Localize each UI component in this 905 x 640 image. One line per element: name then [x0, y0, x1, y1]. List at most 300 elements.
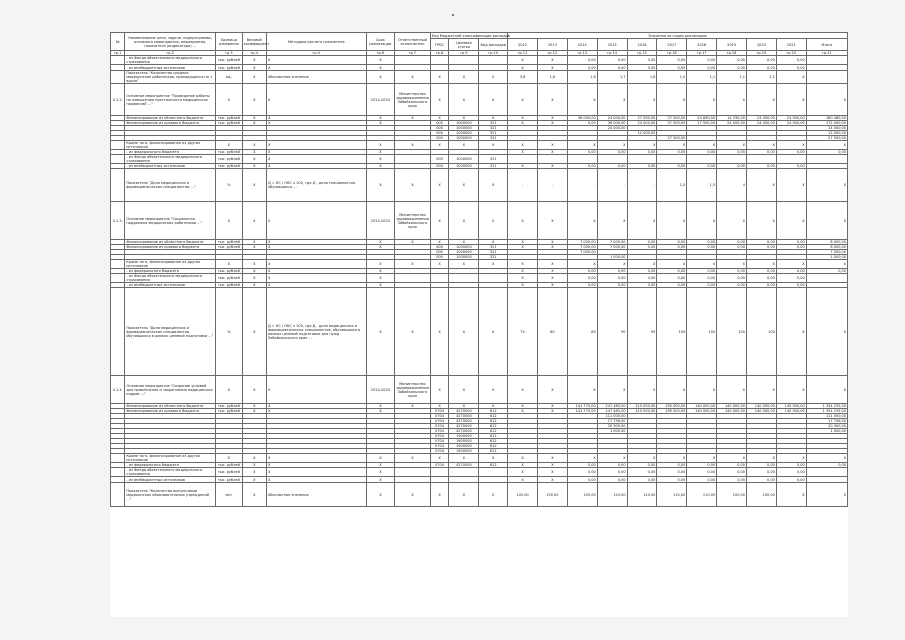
table-cell: 0,00 [717, 463, 747, 468]
table-cell: 95 [627, 288, 657, 376]
header-colnum: гр.5 [266, 51, 366, 56]
table-cell: 0,00 [627, 150, 657, 155]
table-cell: X [366, 463, 395, 468]
table-cell: 0,00 [657, 463, 687, 468]
table-cell: X [776, 260, 806, 269]
table-cell [508, 155, 538, 164]
table-cell [537, 155, 567, 164]
table-cell: X [537, 164, 567, 169]
table-cell: 1 000,00 [806, 255, 847, 260]
table-cell: X [746, 141, 776, 150]
table-cell: 140 000,00 [717, 404, 747, 409]
table-cell: Финансирование из краевого бюджета [125, 409, 216, 414]
table-cell: X [806, 84, 847, 116]
table-cell: X [242, 274, 266, 283]
header-colnum: гр.20 [776, 51, 806, 56]
table-cell: X [567, 260, 597, 269]
table-cell: X [242, 65, 266, 71]
table-cell: - из Фонда обязательного медицинского страхования [125, 155, 216, 164]
table-cell: X [366, 404, 395, 409]
table-cell: 4270000 [449, 414, 479, 419]
table-cell: 0,00 [597, 56, 627, 65]
table-cell: X [216, 376, 243, 404]
table-cell: X [266, 240, 366, 245]
table-cell: X [449, 169, 479, 202]
table-cell: 0,00 [717, 150, 747, 155]
table-cell: 1 000,00 [597, 429, 627, 434]
table-cell: X [687, 141, 717, 150]
table-cell: X [537, 202, 567, 240]
table-cell: X [266, 245, 366, 250]
table-cell: 0,00 [717, 65, 747, 71]
table-cell [806, 468, 847, 477]
table-cell: 0,00 [657, 164, 687, 169]
table-cell: - из Фонда обязательного медицинского страхования [125, 468, 216, 477]
table-cell: 0,00 [746, 245, 776, 250]
header-method: Методика расчета показателя [266, 33, 366, 51]
table-cell: 24 000,00 [746, 116, 776, 121]
table-cell: X [366, 283, 395, 288]
header-year: 2021 [776, 39, 806, 51]
table-cell: X [687, 84, 717, 116]
table-cell: 0,00 [687, 283, 717, 288]
table-cell: % [216, 169, 243, 202]
table-cell: 0,00 [776, 468, 806, 477]
table-cell: X [479, 141, 508, 150]
table-cell: X [508, 141, 538, 150]
table-cell: 0,00 [567, 121, 597, 126]
table-cell: X [479, 288, 508, 376]
table-cell: 150,00 [537, 483, 567, 507]
table-cell: X [449, 260, 479, 269]
table-cell: 321 [479, 121, 508, 126]
table-cell: 140 000,00 [687, 404, 717, 409]
table-cell: 1 000,00 [597, 255, 627, 260]
table-cell: - из внебюджетных источников [125, 65, 216, 71]
table-cell: X [479, 71, 508, 84]
table-cell: 155,00 [567, 483, 597, 507]
table-header [111, 33, 848, 56]
table-cell: 0,00 [597, 150, 627, 155]
table-cell: 000 [430, 126, 449, 131]
table-cell [479, 468, 508, 477]
table-cell: 1000000 [449, 245, 479, 250]
table-cell: 100 [746, 288, 776, 376]
table-cell: тыс. рублей [216, 477, 243, 483]
table-cell: ед. [216, 71, 243, 84]
table-cell: X [537, 121, 567, 126]
table-cell: Финансирование из областного бюджета [125, 116, 216, 121]
table-cell: 000 [430, 245, 449, 250]
table-row [111, 71, 848, 84]
table-cell: 0,00 [627, 283, 657, 288]
table-cell: X [366, 150, 395, 155]
table-cell: - из федерального бюджета [125, 463, 216, 468]
header-year: 2013 [537, 39, 567, 51]
table-cell: X [266, 116, 366, 121]
table-cell: Абсолютное значение [266, 483, 366, 507]
table-cell: 0,00 [567, 283, 597, 288]
table-cell: 0,00 [776, 269, 806, 274]
table-cell: 4.1.2. [111, 84, 125, 116]
table-cell: X [266, 269, 366, 274]
table-cell: X [746, 260, 776, 269]
table-row [111, 260, 848, 269]
table-row [111, 84, 848, 116]
table-cell [111, 56, 125, 65]
table-cell: 000 [430, 164, 449, 169]
table-cell: X [242, 141, 266, 150]
table-cell: X [242, 240, 266, 245]
table-cell: X [687, 202, 717, 240]
table-cell: X [806, 169, 847, 202]
table-cell: X [567, 202, 597, 240]
header-colnum: гр.8 [430, 51, 449, 56]
table-cell: X [508, 116, 538, 121]
table-cell: 8 000,00 [806, 240, 847, 245]
table-cell [111, 155, 125, 164]
table-cell: X [508, 376, 538, 404]
table-cell: 000 [430, 155, 449, 164]
table-cell: X [597, 376, 627, 404]
table-cell: X [776, 454, 806, 463]
table-cell: - из внебюджетных источников [125, 283, 216, 288]
table-cell: X [430, 260, 449, 269]
table-cell: X [537, 404, 567, 409]
table-cell: X [430, 84, 449, 116]
table-cell: 321 [479, 155, 508, 164]
table-cell: X [242, 155, 266, 164]
table-cell: 0,00 [687, 65, 717, 71]
table-cell [449, 468, 479, 477]
table-cell: 247 465,00 [597, 409, 627, 414]
table-row [111, 202, 848, 240]
table-cell: 612 [479, 419, 508, 424]
table-cell: X [366, 116, 395, 121]
table-cell: 1000000 [449, 250, 479, 255]
table-cell: 000 [430, 250, 449, 255]
header-year: 2016 [627, 39, 657, 51]
table-cell: 000 [430, 131, 449, 136]
header-colnum: гр.14 [597, 51, 627, 56]
table-cell: - [537, 169, 567, 202]
table-cell: 1000000 [449, 131, 479, 136]
table-cell: 0,00 [717, 240, 747, 245]
table-cell: X [216, 84, 243, 116]
table-cell: X [266, 121, 366, 126]
table-cell: 0,00 [776, 240, 806, 245]
table-cell: Абсолютное значение [266, 71, 366, 84]
table-cell: - [508, 169, 538, 202]
table-cell: 0,00 [657, 245, 687, 250]
table-cell: Министерство здравоохранения Забайкальского края [395, 202, 430, 240]
table-cell: 0,00 [687, 274, 717, 283]
table-cell: 0,00 [627, 240, 657, 245]
table-cell: X [366, 477, 395, 483]
table-cell: 36 000,00 [597, 121, 627, 126]
table-cell: X [266, 274, 366, 283]
table-cell: 0704 [430, 463, 449, 468]
table-cell: 17 756,00 [806, 419, 847, 424]
table-cell: X [242, 150, 266, 155]
table-cell: X [395, 404, 430, 409]
table-cell: X [537, 65, 567, 71]
table-cell: 190 000,00 [657, 404, 687, 409]
table-cell [479, 56, 508, 65]
table-cell: 1900000 [449, 434, 479, 439]
table-cell: 000 [430, 121, 449, 126]
table-cell: X [430, 404, 449, 409]
table-row [111, 483, 848, 507]
table-cell: 0,00 [597, 468, 627, 477]
table-cell: 1900000 [449, 439, 479, 444]
table-cell: X [242, 164, 266, 169]
table-cell: X [430, 483, 449, 507]
table-cell: X [657, 454, 687, 463]
table-cell: X [216, 141, 243, 150]
table-cell: X [537, 376, 567, 404]
table-cell: X [508, 164, 538, 169]
table-cell [111, 274, 125, 283]
table-cell: X [717, 376, 747, 404]
table-cell: X [746, 376, 776, 404]
table-cell: X [508, 463, 538, 468]
table-cell: X [242, 121, 266, 126]
header-executor: Ответственный исполнитель [395, 33, 430, 51]
table-cell: X [508, 121, 538, 126]
header-year: 2020 [746, 39, 776, 51]
table-row [111, 155, 848, 164]
table-cell: 1 354 235,00 [806, 404, 847, 409]
table-cell: X [537, 283, 567, 288]
table-cell: 1000000 [449, 155, 479, 164]
table-cell: 000 [430, 136, 449, 141]
table-row [111, 454, 848, 463]
table-cell: 140 000,00 [746, 404, 776, 409]
table-cell: 321 [479, 164, 508, 169]
table-cell: 1,1 [746, 71, 776, 84]
table-cell: X [746, 169, 776, 202]
table-cell: 0,00 [597, 164, 627, 169]
table-cell: 0,00 [687, 164, 717, 169]
table-cell: X [479, 169, 508, 202]
table-cell: 85 [567, 288, 597, 376]
table-cell: X [537, 245, 567, 250]
table-cell: 4 [717, 169, 747, 202]
table-cell: 0,00 [746, 274, 776, 283]
table-cell: 7 000,00 [806, 250, 847, 255]
table-cell: Д = КС / ОКС x 100, где Д - доля специалистов, обучавшихся ... [266, 169, 366, 202]
table-cell: 0,00 [776, 164, 806, 169]
table-cell: 24 690,00 [687, 116, 717, 121]
header-year: 2018 [687, 39, 717, 51]
table-cell: 1,8 [627, 71, 657, 84]
table-body [111, 56, 848, 507]
table-cell: 0704 [430, 414, 449, 419]
table-cell: - [627, 169, 657, 202]
table-cell: 120,00 [627, 483, 657, 507]
table-cell: 0,00 [776, 477, 806, 483]
table-cell: 8 000,00 [806, 245, 847, 250]
table-cell: X [567, 454, 597, 463]
data-table [110, 32, 848, 507]
table-cell [717, 155, 747, 164]
table-cell [111, 468, 125, 477]
table-cell: X [479, 116, 508, 121]
table-cell: 0,00 [567, 164, 597, 169]
table-cell: 1,6 [537, 71, 567, 84]
page-dot [452, 14, 454, 16]
table-cell: 0704 [430, 429, 449, 434]
table-cell: X [266, 56, 366, 65]
table-cell: 0,00 [657, 274, 687, 283]
table-cell: 36 000,00 [567, 116, 597, 121]
table-cell: Кроме того, финансирование из других источников [125, 141, 216, 150]
table-cell [806, 155, 847, 164]
header-kbk-sub: ГРБС [430, 39, 449, 51]
header-colnum: гр.10 [479, 51, 508, 56]
table-cell [657, 155, 687, 164]
header-values: Значения по годам реализации [508, 33, 848, 39]
table-cell: 612 [479, 409, 508, 414]
table-cell: 0,00 [746, 463, 776, 468]
table-cell: X [366, 164, 395, 169]
table-cell: X [266, 283, 366, 288]
header-no: № [111, 33, 125, 51]
table-cell: X [508, 202, 538, 240]
table-row [111, 274, 848, 283]
header-colnum: гр.9 [449, 51, 479, 56]
table-cell: Основное мероприятие "Социальная поддержка медицинских работников ..." [125, 202, 216, 240]
table-cell: 321 [479, 131, 508, 136]
header-colnum: гр.19 [746, 51, 776, 56]
table-cell: X [366, 274, 395, 283]
table-cell: 0,00 [776, 150, 806, 155]
table-cell: X [508, 477, 538, 483]
table-cell: X [776, 169, 806, 202]
table-cell: X [242, 468, 266, 477]
table-cell: X [449, 404, 479, 409]
table-cell [395, 468, 430, 477]
table-cell: 24 000,00 [806, 126, 847, 131]
table-cell: X [242, 71, 266, 84]
table-cell: 321 [479, 250, 508, 255]
table-cell: 0,00 [806, 269, 847, 274]
table-cell: X [430, 240, 449, 245]
table-cell: X [242, 269, 266, 274]
table-cell: тыс. рублей [216, 164, 243, 169]
table-row [111, 141, 848, 150]
header-kbk-sub: Целевая статья [449, 39, 479, 51]
table-cell: 0,00 [687, 477, 717, 483]
header-colnum: гр.4 [242, 51, 266, 56]
table-cell: X [366, 169, 395, 202]
table-cell: 612 [479, 424, 508, 429]
table-cell: X [430, 288, 449, 376]
table-cell: X [717, 84, 747, 116]
table-cell: 0704 [430, 419, 449, 424]
table-cell: X [242, 454, 266, 463]
table-cell: X [242, 483, 266, 507]
table-cell: X [806, 376, 847, 404]
table-cell: 27 500,00 [657, 116, 687, 121]
table-cell: X [366, 260, 395, 269]
table-cell: X [479, 404, 508, 409]
table-cell: X [242, 116, 266, 121]
table-cell: 0,00 [567, 477, 597, 483]
table-cell: X [366, 409, 395, 414]
table-cell: 0,00 [687, 468, 717, 477]
table-cell [430, 56, 449, 65]
table-cell: чел. [216, 483, 243, 507]
table-cell: 0704 [430, 434, 449, 439]
table-cell: 1000000 [449, 164, 479, 169]
table-cell: X [266, 404, 366, 409]
table-cell: X [537, 468, 567, 477]
table-cell: 0,00 [806, 150, 847, 155]
table-cell: 110,00 [657, 483, 687, 507]
table-cell: 100 [717, 288, 747, 376]
table-cell: X [479, 84, 508, 116]
table-cell: 3,6 [508, 71, 538, 84]
table-cell: тыс. рублей [216, 56, 243, 65]
table-cell: 180 480,00 [806, 116, 847, 121]
table-cell: 14 330,00 [717, 116, 747, 121]
table-cell: 1000000 [449, 121, 479, 126]
header-kbk: Код бюджетной классификации расходов [431, 33, 510, 38]
table-cell: 100 [687, 288, 717, 376]
table-cell: X [430, 71, 449, 84]
table-cell: X [266, 454, 366, 463]
table-cell: 321 [479, 255, 508, 260]
table-cell: тыс. рублей [216, 150, 243, 155]
table-cell: X [657, 260, 687, 269]
table-cell: X [449, 288, 479, 376]
header-year: 2015 [597, 39, 627, 51]
table-cell: 0,00 [687, 56, 717, 65]
table-cell [395, 274, 430, 283]
table-cell: 0,00 [687, 240, 717, 245]
table-cell: X [508, 283, 538, 288]
table-cell: 215 000,00 [627, 409, 657, 414]
table-cell: 0,00 [717, 56, 747, 65]
table-cell: тыс. рублей [216, 245, 243, 250]
table-cell: X [266, 84, 366, 116]
table-cell: 0,00 [657, 477, 687, 483]
table-cell: X [776, 84, 806, 116]
table-cell [111, 71, 125, 84]
table-cell: 20 300,00 [597, 424, 627, 429]
table-cell: X [366, 56, 395, 65]
table-cell: X [537, 454, 567, 463]
table-cell [806, 71, 847, 84]
table-cell: 100,00 [717, 483, 747, 507]
table-cell: 0,00 [717, 468, 747, 477]
table-cell: 0,00 [657, 468, 687, 477]
table-cell: 0,00 [776, 245, 806, 250]
table-cell: 172 000,00 [806, 121, 847, 126]
table-cell: X [537, 56, 567, 65]
table-cell [479, 274, 508, 283]
table-cell: 0,00 [657, 283, 687, 288]
header-colnum: гр.17 [687, 51, 717, 56]
table-cell: 0704 [430, 424, 449, 429]
table-cell: X [266, 150, 366, 155]
table-cell: тыс. рублей [216, 155, 243, 164]
table-cell: X [366, 141, 395, 150]
table-cell: 1000000 [449, 126, 479, 131]
table-cell: тыс. рублей [216, 283, 243, 288]
